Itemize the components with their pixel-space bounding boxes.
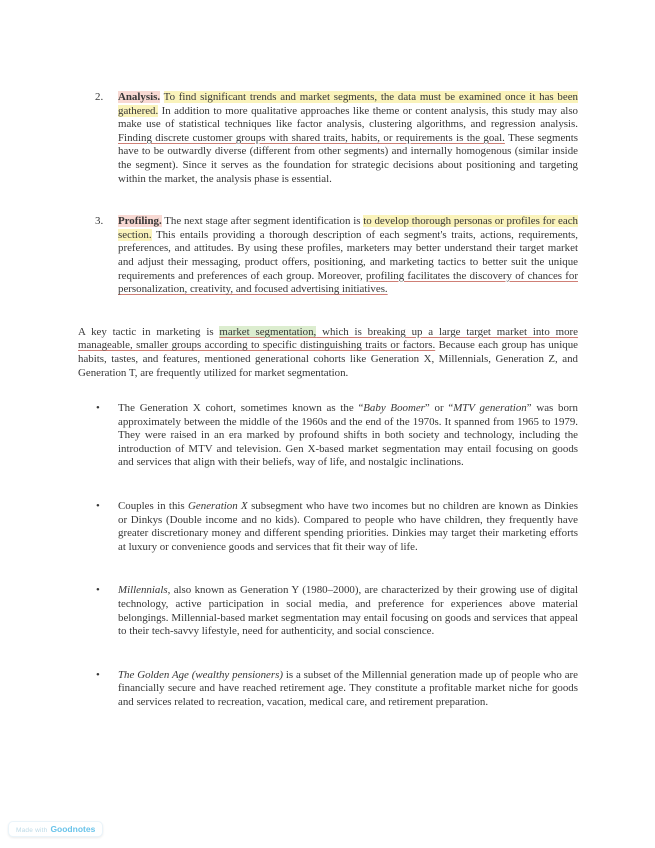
text-run: Analysis.: [118, 91, 161, 103]
made-with-label: Made with: [16, 827, 48, 834]
text-run: The Generation X cohort, sometimes known as the “: [118, 402, 364, 415]
bullet-dinkies: [96, 500, 578, 554]
text-run: Millennials: [118, 584, 168, 597]
text-run: The next stage after segment identification is: [161, 215, 364, 228]
text-run: Generation X: [188, 500, 248, 513]
text-run: Baby Boomer: [363, 402, 425, 415]
text-run: , also known as Generation Y (1980–2000), are characterized by their growing use of digital technology, active participation in social media, and preference for experiences above material belongings. Millennial-based market segmentation may entail focusing on goods and services that appeal to their tech-savvy lifestyle, need for authenticity, and social conscience.: [118, 584, 578, 638]
bullet-text-dinkies: [118, 500, 578, 554]
paragraph-market-segmentation: [78, 326, 578, 380]
bullet-marker: •: [96, 668, 100, 681]
goodnotes-brand: Goodnotes: [50, 824, 96, 834]
bullet-text-generation-x: [118, 402, 578, 470]
text-run: which is breaking up a large target market into more manageable, smaller groups according to specific distinguishing traits or factors.: [78, 325, 578, 352]
goodnotes-badge[interactable]: [8, 821, 103, 837]
text-run: MTV generation: [453, 402, 527, 415]
bullet-golden-age: [96, 669, 578, 710]
text-run: In addition to more qualitative approaches like theme or content analysis, this study may also make use of statistical techniques like factor analysis, clustering algorithms, and regression analysis.: [118, 104, 578, 131]
bullet-text-golden-age: [118, 669, 578, 710]
text-run: The Golden Age (wealthy pensioners): [118, 668, 283, 681]
text-run: This entails providing a thorough description of each segment's traits, actions, requirements, preferences, and attitudes. By using these profiles, marketers may better understand their target market and adjust their messaging, product offers, positioning, and marketing tactics to better suit the unique requirements and preferences of each group. Moreover,: [118, 228, 578, 282]
bullet-marker: •: [96, 500, 100, 513]
text-run: ” was born approximately between the middle of the 1960s and the end of the 1970s. It spanned from 1965 to 1979. They were raised in an era marked by profound shifts in both society and technology, including the introduction of MTV and television. Gen X-based market segmentation may entail focusing on goods and services that align with their beliefs, way of life, and nostalgic inclinations.: [118, 402, 578, 469]
bullet-generation-x: [96, 402, 578, 470]
bullet-list: [78, 402, 578, 710]
item-text-analysis: [118, 91, 578, 186]
item-text-profiling: [118, 215, 578, 297]
numbered-item-profiling: [95, 215, 578, 297]
numbered-item-analysis: [95, 91, 578, 186]
text-run: These segments have to be outwardly diverse (different from other segments) and internally homogenous (similar inside the segment). Since it serves as the foundation for strategic decisions about positioning and targeting within the market, the analysis phase is essential.: [118, 131, 578, 185]
text-run: profiling facilitates the discovery of chances for personalization, creativity, and focused advertising initiatives.: [118, 269, 578, 296]
text-run: Finding discrete customer groups with shared traits, habits, or requirements is the goal.: [118, 131, 505, 144]
text-run: Profiling.: [118, 215, 162, 228]
text-run: A key tactic in marketing is: [78, 325, 220, 338]
text-run: subsegment who have two incomes but no children are known as Dinkies or Dinkys (Double income and no kids). Compared to people who have children, they frequently have greater discretionary money and different spending priorities. Dinkies may target their marketing efforts at luxury or convenience goods and services that fit their way of life.: [118, 500, 578, 553]
text-run: To find significant trends and market segments, the data must be examined once it has been gathered.: [118, 91, 578, 117]
bullet-marker: •: [96, 402, 100, 415]
text-run: is a subset of the Millennial generation made up of people who are financially secure and have reached retirement age. They constitute a profitable market niche for goods and services related to recreation, vacation, medical care, and retirement preparation.: [118, 668, 578, 708]
numbered-list: [78, 91, 578, 297]
text-run: Couples in this: [118, 500, 189, 513]
bullet-text-millennials: [118, 584, 578, 638]
text-run: Because each group has unique habits, tastes, and features, mentioned generational cohorts like Generation X, Millennials, Generation Z, and Generation T, are frequently utilized for market segmentation.: [78, 339, 578, 379]
text-run: market segmentation,: [219, 325, 317, 338]
bullet-millennials: [96, 584, 578, 638]
text-run: ” or “: [424, 402, 454, 415]
text-run: to develop thorough personas or profiles for each section.: [118, 215, 578, 241]
bullet-marker: •: [96, 584, 100, 597]
item-number: 2.: [95, 91, 104, 103]
item-number: 3.: [95, 215, 104, 228]
